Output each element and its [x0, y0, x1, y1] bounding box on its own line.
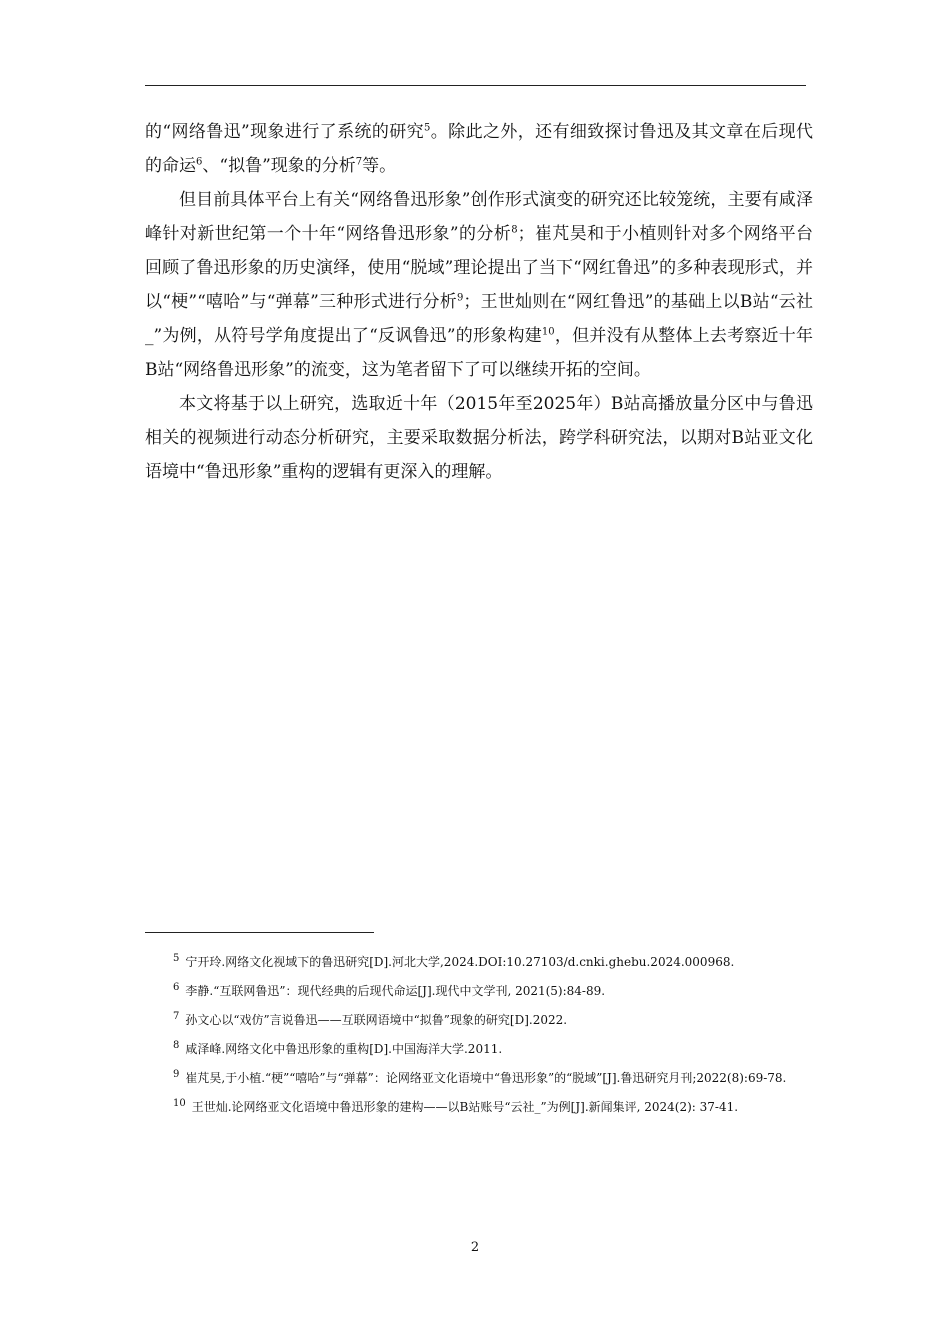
footnote-ref: 7: [355, 156, 363, 168]
header-rule: [145, 85, 806, 86]
footnote-item: [145, 1006, 813, 1035]
footnote-ref: 10: [541, 326, 555, 338]
footnote-number: 10: [173, 1098, 186, 1109]
footnotes: [145, 948, 813, 1122]
footnote-text: 宁开玲.网络文化视域下的鲁迅研究[D].河北大学,2024.DOI:10.27103/d.cnki.ghebu.2024.000968.: [185, 955, 735, 969]
body-paragraph: [145, 183, 813, 387]
paragraph-text: 的“网络鲁迅”现象进行了系统的研究: [145, 122, 425, 142]
body-text: [145, 115, 813, 489]
footnote-number: 7: [173, 1011, 180, 1022]
footnote-item: [145, 1035, 813, 1064]
footnote-text: 崔芃昊,于小植.“梗”“嘻哈”与“弹幕”：论网络亚文化语境中“鲁迅形象”的“脱域”[J].鲁迅研究月刊;2022(8):69-78.: [185, 1071, 787, 1085]
footnote-number: 5: [173, 953, 180, 964]
footnote-text: 孙文心以“戏仿”言说鲁迅——互联网语境中“拟鲁”现象的研究[D].2022.: [185, 1013, 568, 1027]
footnote-number: 6: [173, 982, 180, 993]
footnote-separator: [145, 932, 374, 933]
paragraph-text: 本文将基于以上研究，选取近十年（2015年至2025年）B站高播放量分区中与鲁迅相关的视频进行动态分析研究，主要采取数据分析法，跨学科研究法，以期对B站亚文化语境中“鲁迅形象”重构的逻辑有更深入的理解。: [145, 394, 813, 482]
footnote-item: [145, 948, 813, 977]
footnote-number: 9: [173, 1069, 180, 1080]
footnote-text: 王世灿.论网络亚文化语境中鲁迅形象的建构——以B站账号“云社_”为例[J].新闻集评, 2024(2): 37-41.: [191, 1100, 739, 1114]
footnote-text: 李静.“互联网鲁迅”：现代经典的后现代命运[J].现代中文学刊, 2021(5):84-89.: [185, 984, 606, 998]
body-paragraph: [145, 387, 813, 489]
paragraph-text: 、“拟鲁”现象的分析: [202, 156, 356, 176]
body-paragraph: [145, 115, 813, 183]
footnote-number: 8: [173, 1040, 180, 1051]
page-number: 2: [470, 1240, 480, 1255]
paragraph-text: ，但并没有从整体上去考察近十年B站“网络鲁迅形象”的流变，这为笔者留下了可以继续开拓的空间。: [145, 326, 813, 380]
footnote-item: [145, 1064, 813, 1093]
paragraph-text: ；崔芃昊和于小植则针对多个网络平台回顾了鲁迅形象的历史演绎，使用“脱域”理论提出了当下“网红鲁迅”的多种表现形式，并以“梗”“嘻哈”与“弹幕”三种形式进行分析: [145, 224, 813, 312]
paragraph-text: 。除此之外，还有细致探讨鲁迅及其文章在后现代的命运: [145, 122, 813, 176]
footnote-item: [145, 977, 813, 1006]
footnote-item: [145, 1093, 813, 1122]
paragraph-text: ；王世灿则在“网红鲁迅”的基础上以B站“云社_”为例，从符号学角度提出了“反讽鲁迅”的形象构建: [145, 292, 813, 346]
paragraph-text: 等。: [362, 156, 397, 176]
paragraph-text: 但目前具体平台上有关“网络鲁迅形象”创作形式演变的研究还比较笼统，主要有咸泽峰针对新世纪第一个十年“网络鲁迅形象”的分析: [145, 190, 813, 244]
footnote-ref: 9: [456, 292, 464, 304]
footnote-ref: 5: [424, 122, 431, 134]
footnote-ref: 8: [511, 224, 518, 236]
footnote-ref: 6: [196, 156, 203, 168]
footnote-text: 咸泽峰.网络文化中鲁迅形象的重构[D].中国海洋大学.2011.: [185, 1042, 503, 1056]
